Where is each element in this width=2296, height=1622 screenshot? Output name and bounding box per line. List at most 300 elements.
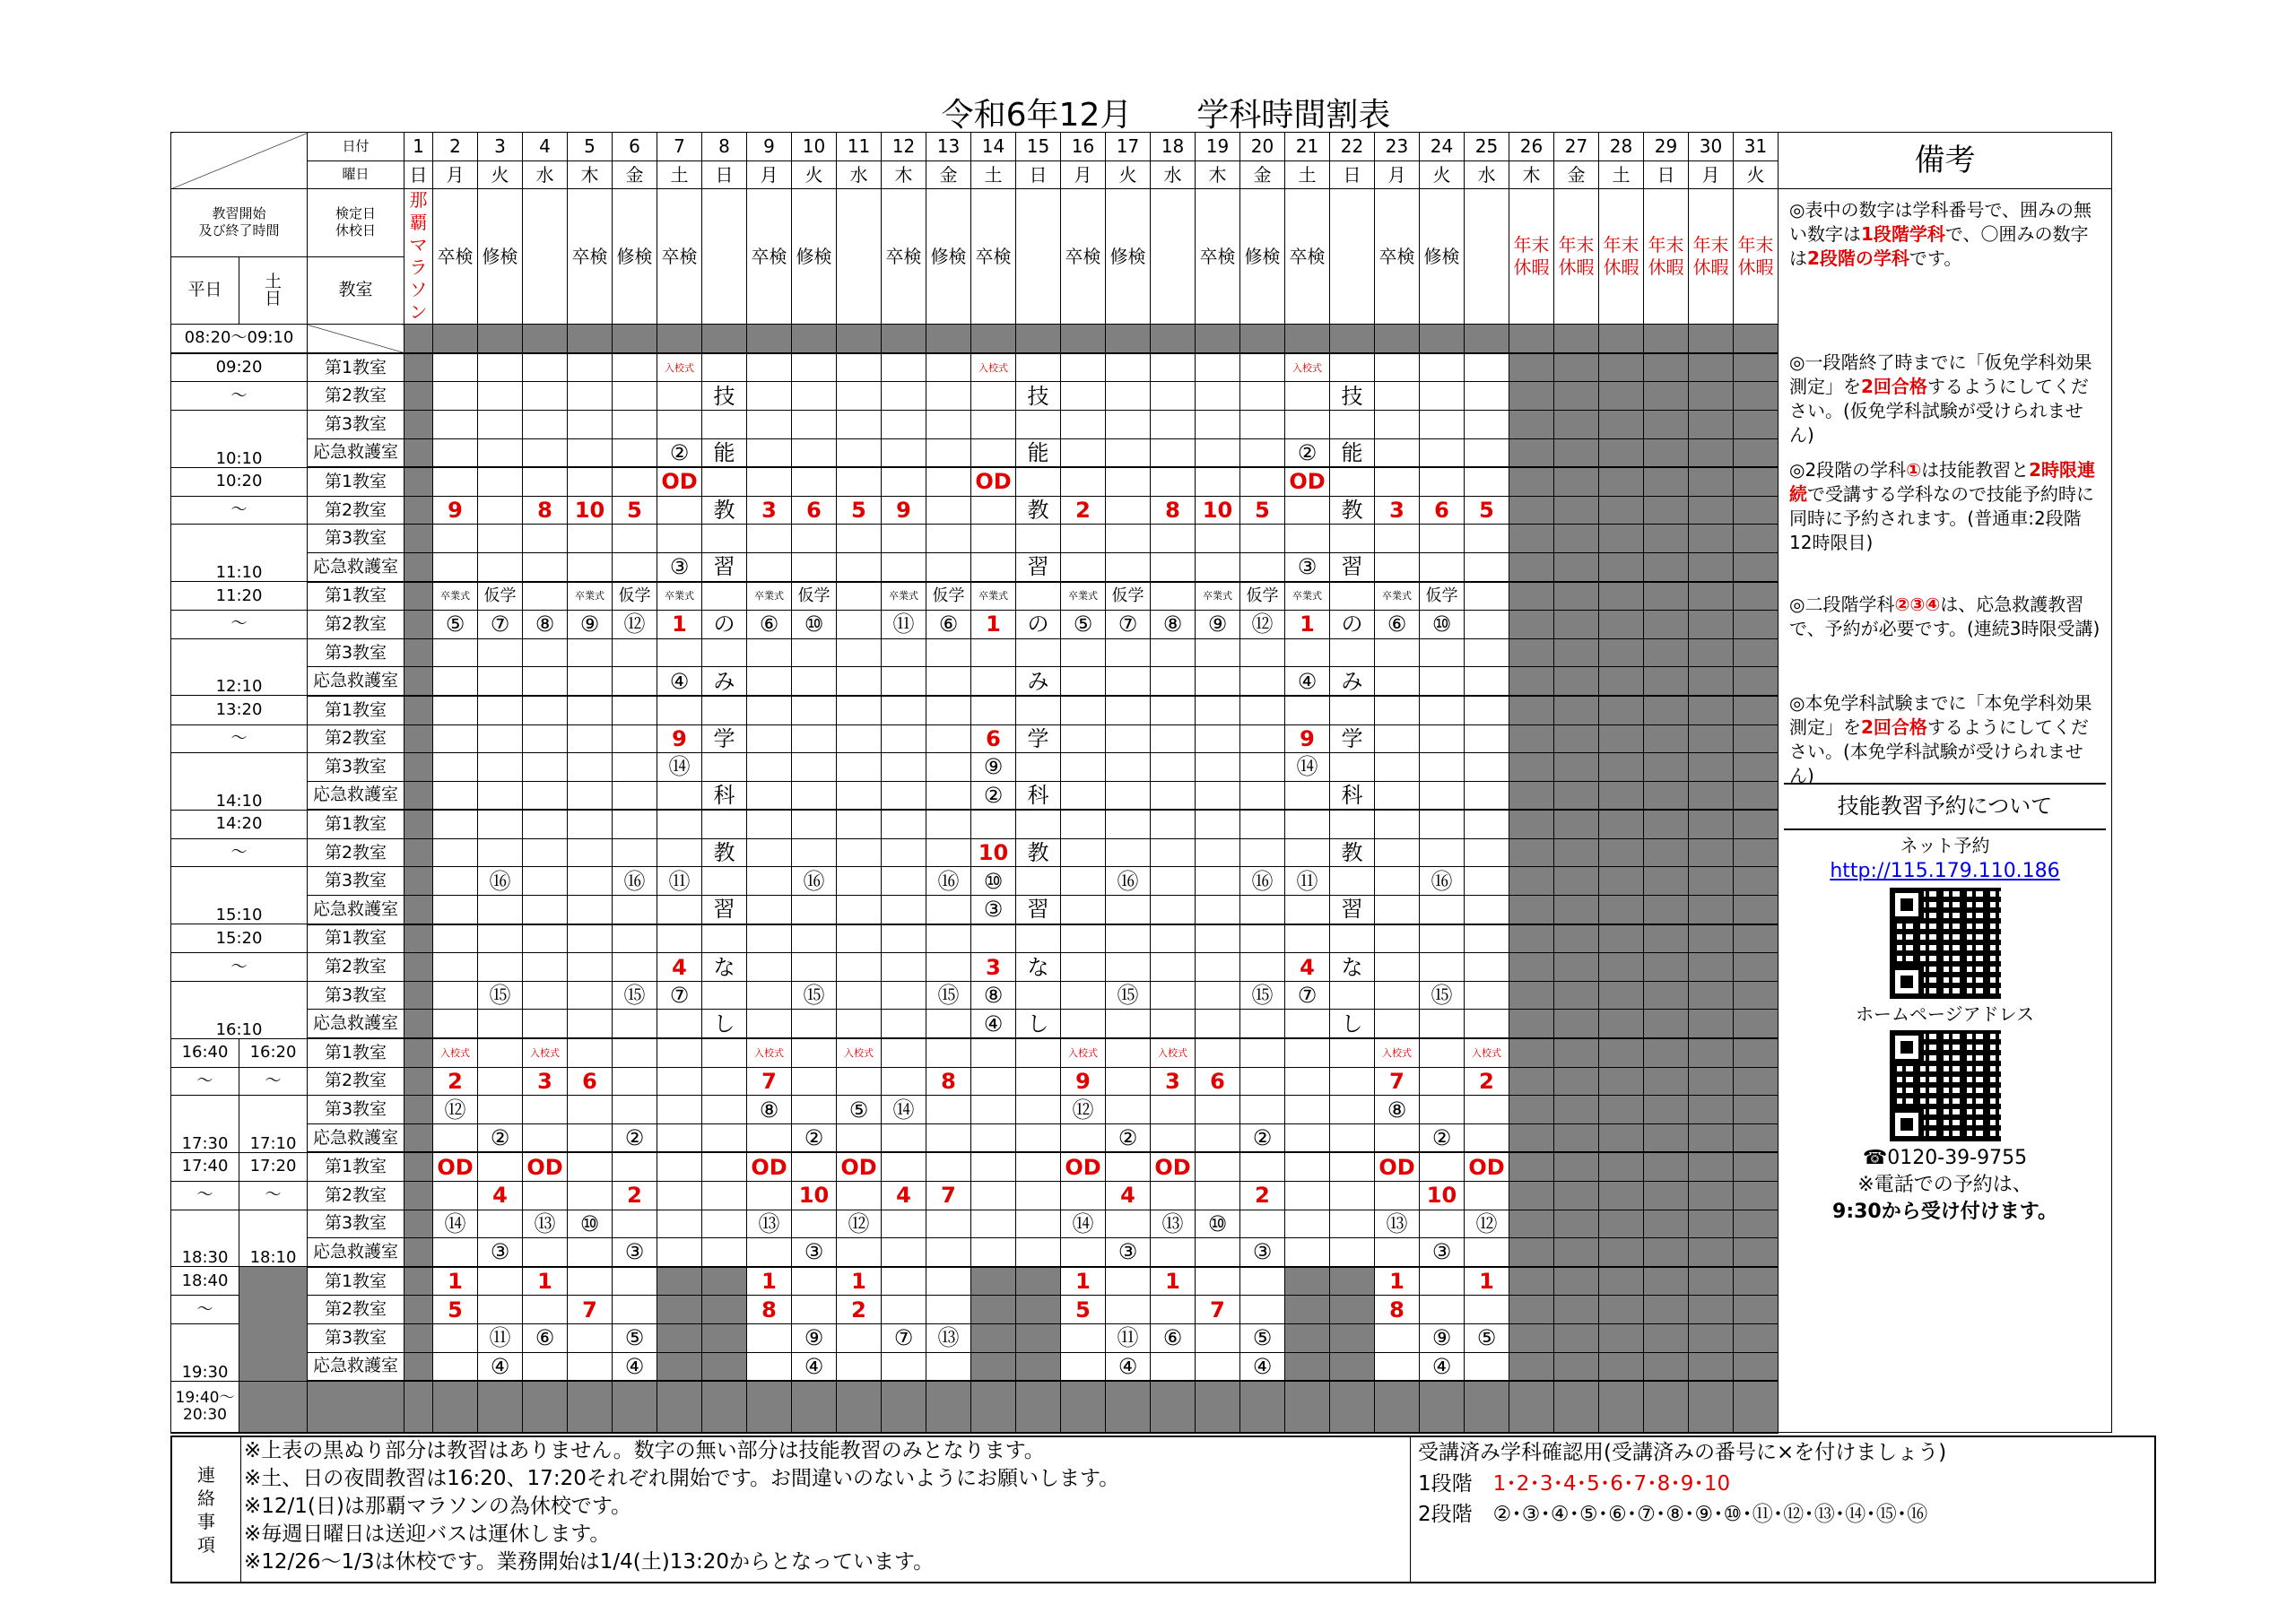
cell-7-4-28 [1599,1123,1644,1152]
room-4-4: 応急救護室 [308,781,404,810]
cell-9-3-13: ⑬ [926,1323,971,1352]
cell-9-4-14 [971,1352,1016,1381]
cell-8-1-23: OD [1375,1152,1420,1181]
cell-2-2-19: 10 [1196,496,1240,525]
cell-7-3-15 [1016,1096,1061,1124]
cell-2-3-25 [1465,525,1509,553]
cell-4-4-10 [792,781,837,810]
room-7-2: 第2教室 [308,1067,404,1096]
cell-3-2-16: ⑤ [1061,611,1106,639]
date-1: 1 [404,133,433,161]
cell-6-2-29 [1644,953,1689,982]
cell-3-1-8 [702,582,747,611]
room-9-3: 第3教室 [308,1323,404,1352]
status-23: 卒検 [1375,189,1420,325]
cell-9-4-25 [1465,1352,1509,1381]
status-24: 修検 [1420,189,1465,325]
cell-1-1-6 [613,353,657,382]
cell-5-4-21 [1285,896,1330,924]
cell-1-4-19 [1196,438,1240,467]
room-5-4: 応急救護室 [308,896,404,924]
status-11 [837,189,882,325]
cell-8-3-16: ⑭ [1061,1210,1106,1238]
cell-4-3-7: ⑭ [657,753,702,782]
cell-4-4-11 [837,781,882,810]
cell-1-2-20 [1240,382,1285,411]
cell-7-1-31 [1734,1038,1779,1067]
cell-1-2-22: 技 [1330,382,1375,411]
cell-9-4-20: ④ [1240,1352,1285,1381]
cell-4-2-13 [926,724,971,753]
cell-4-4-7 [657,781,702,810]
cell-7-4-31 [1734,1123,1779,1152]
cell-5-3-11 [837,867,882,896]
cell-3-2-28 [1599,611,1644,639]
cell-4-3-5 [568,753,613,782]
cell-4-3-11 [837,753,882,782]
cell-8-4-1 [404,1238,433,1267]
cell-4-2-12 [882,724,926,753]
cell-4-1-28 [1599,696,1644,724]
status-22 [1330,189,1375,325]
cell-1-2-18 [1151,382,1196,411]
cell-2-1-1 [404,467,433,496]
cell-4-3-16 [1061,753,1106,782]
cell-7-1-20 [1240,1038,1285,1067]
cell-3-1-21: 卒業式 [1285,582,1330,611]
remark-1-d: 2段階の学科 [1807,247,1909,270]
cell-9-4-13 [926,1352,971,1381]
cell-3-4-28 [1599,667,1644,696]
cell-8-2-18 [1151,1182,1196,1210]
cell-2-3-14 [971,525,1016,553]
cell-4-4-13 [926,781,971,810]
cell-8-4-12 [882,1238,926,1267]
cell-1-2-10 [792,382,837,411]
cell-3-2-15: の [1016,611,1061,639]
cell-2-4-23 [1375,552,1420,581]
cell-1-2-30 [1689,382,1734,411]
cell-5-4-29 [1644,896,1689,924]
cell-9-3-2 [433,1323,478,1352]
cell-5-1-30 [1689,810,1734,838]
cell-7-3-1 [404,1096,433,1124]
cell-5-4-30 [1689,896,1734,924]
cell-9-1-28 [1599,1267,1644,1296]
room-8-2: 第2教室 [308,1182,404,1210]
date-4: 4 [523,133,568,161]
cell-6-3-4 [523,981,568,1010]
cell-5-3-28 [1599,867,1644,896]
cell-8-3-23: ⑬ [1375,1210,1420,1238]
cell-4-1-27 [1554,696,1599,724]
cell-2-2-28 [1599,496,1644,525]
cell-8-1-26 [1509,1152,1554,1181]
cell-3-1-6: 仮学 [613,582,657,611]
date-28: 28 [1599,133,1644,161]
period-6-time-3: 16:10 [171,981,308,1038]
remark-1 [1784,193,2106,345]
cell-last-20 [1240,1381,1285,1433]
cell-5-4-3 [478,896,523,924]
cell-9-3-12: ⑦ [882,1323,926,1352]
room-col-header: 教室 [308,256,404,325]
cell-8-3-6 [613,1210,657,1238]
cell-1-1-10 [792,353,837,382]
cell-6-1-22 [1330,924,1375,953]
cell-8-1-31 [1734,1152,1779,1181]
reserve-url-link[interactable]: http://115.179.110.186 [1830,859,2060,882]
check-title: 受講済み学科確認用(受講済みの番号に×を付けましょう) [1418,1441,1947,1464]
cell-7-2-9: 7 [747,1067,792,1096]
weekday-16: 月 [1061,160,1106,189]
cell-3-3-9 [747,638,792,667]
cell-1-4-15: 能 [1016,438,1061,467]
cell-9-3-19 [1196,1323,1240,1352]
cell-6-2-17 [1106,953,1151,982]
cell-7-1-23: 入校式 [1375,1038,1420,1067]
cell-8-3-17 [1106,1210,1151,1238]
cell-last-30 [1689,1381,1734,1433]
cell-9-3-16 [1061,1323,1106,1352]
stage1-label: 1段階 [1418,1471,1473,1496]
date-31: 31 [1734,133,1779,161]
cell-4-2-30 [1689,724,1734,753]
cell-2-1-2 [433,467,478,496]
weekday-26: 木 [1509,160,1554,189]
cell-3-3-7 [657,638,702,667]
cell-8-1-16: OD [1061,1152,1106,1181]
cell-7-2-3 [478,1067,523,1096]
period-4-time-2: 〜 [171,724,308,753]
cell-5-2-4 [523,838,568,867]
status-5: 卒検 [568,189,613,325]
cell-3-2-9: ⑥ [747,611,792,639]
cell-6-1-21 [1285,924,1330,953]
cell-7-2-27 [1554,1067,1599,1096]
status-9: 卒検 [747,189,792,325]
cell-7-4-5 [568,1123,613,1152]
date-26: 26 [1509,133,1554,161]
cell-8-3-21 [1285,1210,1330,1238]
cell-4-2-14: 6 [971,724,1016,753]
cell-4-2-15: 学 [1016,724,1061,753]
weekday-6: 金 [613,160,657,189]
cell-9-4-6: ④ [613,1352,657,1381]
period-8-weekday-time-3: 18:30 [171,1210,239,1267]
cell-6-2-3 [478,953,523,982]
cell-4-1-20 [1240,696,1285,724]
cell-3-4-12 [882,667,926,696]
period-3-time-2: 〜 [171,611,308,639]
date-3: 3 [478,133,523,161]
cell-first-27 [1554,325,1599,353]
cell-1-3-14 [971,410,1016,438]
cell-1-1-1 [404,353,433,382]
status-18 [1151,189,1196,325]
phone-note-1: ※電話での予約は、 [1857,1173,2032,1196]
cell-5-3-9 [747,867,792,896]
status-28: 年末休暇 [1599,189,1644,325]
cell-6-1-31 [1734,924,1779,953]
cell-8-4-7 [657,1238,702,1267]
cell-3-2-23: ⑥ [1375,611,1420,639]
cell-2-4-8: 習 [702,552,747,581]
cell-7-4-4 [523,1123,568,1152]
cell-4-2-25 [1465,724,1509,753]
cell-4-1-15 [1016,696,1061,724]
cell-1-4-1 [404,438,433,467]
cell-1-3-20 [1240,410,1285,438]
cell-6-1-25 [1465,924,1509,953]
footer [170,1436,2156,1583]
cell-5-3-20: ⑯ [1240,867,1285,896]
date-row-label: 日付 [308,133,404,161]
cell-9-4-16 [1061,1352,1106,1381]
cell-6-2-30 [1689,953,1734,982]
remark-4-c: は、応急救護教習で、予約が必要です。(連続3時限受講) [1789,594,2100,640]
cell-8-3-22 [1330,1210,1375,1238]
remark-3-e: で受講する学科なので技能予約時に同時に予約されます。(普通車:2段階12時限目) [1789,483,2094,554]
period-9-time-3: 19:30 [171,1323,239,1381]
cell-6-4-12 [882,1010,926,1038]
cell-3-1-11 [837,582,882,611]
cell-6-4-20 [1240,1010,1285,1038]
cell-2-2-24: 6 [1420,496,1465,525]
status-7: 卒検 [657,189,702,325]
status-30: 年末休暇 [1689,189,1734,325]
footer-label-text: 連 絡 事 項 [197,1463,215,1556]
period-4-time-1: 13:20 [171,696,308,724]
cell-8-1-2: OD [433,1152,478,1181]
cell-1-4-24 [1420,438,1465,467]
cell-first-25 [1465,325,1509,353]
cell-3-2-5: ⑨ [568,611,613,639]
cell-3-4-11 [837,667,882,696]
reserve-title: 技能教習予約について [1784,785,2106,829]
status-3: 修検 [478,189,523,325]
cell-5-2-7 [657,838,702,867]
cell-3-4-25 [1465,667,1509,696]
room-2-3: 第3教室 [308,525,404,553]
cell-9-1-17 [1106,1267,1151,1296]
cell-7-3-4 [523,1096,568,1124]
weekday-23: 月 [1375,160,1420,189]
cell-8-3-3 [478,1210,523,1238]
cell-6-2-26 [1509,953,1554,982]
cell-8-1-9: OD [747,1152,792,1181]
cell-5-3-27 [1554,867,1599,896]
cell-7-4-27 [1554,1123,1599,1152]
cell-6-1-19 [1196,924,1240,953]
date-15: 15 [1016,133,1061,161]
cell-9-2-27 [1554,1296,1599,1324]
cell-9-2-9: 8 [747,1296,792,1324]
cell-2-3-9 [747,525,792,553]
cell-2-2-11: 5 [837,496,882,525]
cell-4-2-27 [1554,724,1599,753]
cell-8-1-22 [1330,1152,1375,1181]
cell-2-2-14 [971,496,1016,525]
cell-9-3-21 [1285,1323,1330,1352]
footer-note-2: ※土、日の夜間教習は16:20、17:20それぞれ開始です。お間違いのないようにお願いします。 [244,1467,1120,1491]
cell-9-4-28 [1599,1352,1644,1381]
cell-9-1-26 [1509,1267,1554,1296]
cell-1-1-30 [1689,353,1734,382]
cell-4-4-17 [1106,781,1151,810]
cell-5-3-16 [1061,867,1106,896]
cell-6-1-3 [478,924,523,953]
cell-first-6 [613,325,657,353]
cell-2-4-29 [1644,552,1689,581]
cell-6-3-28 [1599,981,1644,1010]
cell-1-1-22 [1330,353,1375,382]
cell-5-3-13: ⑯ [926,867,971,896]
cell-8-3-14 [971,1210,1016,1238]
cell-8-2-29 [1644,1182,1689,1210]
cell-6-1-2 [433,924,478,953]
cell-2-4-16 [1061,552,1106,581]
cell-7-3-26 [1509,1096,1554,1124]
cell-1-4-26 [1509,438,1554,467]
cell-9-3-7 [657,1323,702,1352]
cell-3-1-27 [1554,582,1599,611]
cell-8-3-26 [1509,1210,1554,1238]
cell-8-3-12 [882,1210,926,1238]
cell-4-1-9 [747,696,792,724]
room-2-4: 応急救護室 [308,552,404,581]
cell-first-3 [478,325,523,353]
cell-4-4-5 [568,781,613,810]
cell-3-3-1 [404,638,433,667]
cell-2-3-26 [1509,525,1554,553]
weekday-3: 火 [478,160,523,189]
cell-4-1-23 [1375,696,1420,724]
cell-5-1-19 [1196,810,1240,838]
cell-9-2-19: 7 [1196,1296,1240,1324]
cell-4-1-18 [1151,696,1196,724]
date-23: 23 [1375,133,1420,161]
cell-8-2-24: 10 [1420,1182,1465,1210]
weekday-29: 日 [1644,160,1689,189]
cell-4-4-30 [1689,781,1734,810]
cell-8-2-17: 4 [1106,1182,1151,1210]
cell-3-4-5 [568,667,613,696]
room-5-3: 第3教室 [308,867,404,896]
cell-5-2-15: 教 [1016,838,1061,867]
cell-4-3-8 [702,753,747,782]
cell-1-4-2 [433,438,478,467]
room-4-3: 第3教室 [308,753,404,782]
cell-5-3-15 [1016,867,1061,896]
cell-2-4-10 [792,552,837,581]
period-7-weekend-time-1: 16:20 [239,1038,308,1067]
cell-6-4-15: し [1016,1010,1061,1038]
cell-5-1-9 [747,810,792,838]
cell-2-1-22 [1330,467,1375,496]
cell-9-2-20 [1240,1296,1285,1324]
cell-4-2-4 [523,724,568,753]
cell-8-4-30 [1689,1238,1734,1267]
cell-5-3-4 [523,867,568,896]
cell-9-3-25: ⑤ [1465,1323,1509,1352]
cell-7-4-20: ② [1240,1123,1285,1152]
cell-1-3-25 [1465,410,1509,438]
cell-6-4-24 [1420,1010,1465,1038]
cell-2-3-2 [433,525,478,553]
cell-6-3-20: ⑮ [1240,981,1285,1010]
cell-8-2-15 [1016,1182,1061,1210]
cell-5-2-23 [1375,838,1420,867]
date-30: 30 [1689,133,1734,161]
cell-3-2-14: 1 [971,611,1016,639]
cell-1-4-22: 能 [1330,438,1375,467]
cell-9-1-7 [657,1267,702,1296]
cell-5-4-19 [1196,896,1240,924]
cell-4-2-7: 9 [657,724,702,753]
cell-4-4-22: 科 [1330,781,1375,810]
cell-6-2-4 [523,953,568,982]
cell-8-1-15 [1016,1152,1061,1181]
cell-7-2-4: 3 [523,1067,568,1096]
cell-last-24 [1420,1381,1465,1433]
cell-3-2-7: 1 [657,611,702,639]
cell-3-2-2: ⑤ [433,611,478,639]
cell-3-3-2 [433,638,478,667]
cell-8-2-2 [433,1182,478,1210]
stage2-numbers: ②･③･④･⑤･⑥･⑦･⑧･⑨･⑩･⑪･⑫･⑬･⑭･⑮･⑯ [1492,1503,1928,1526]
cell-7-4-13 [926,1123,971,1152]
cell-last-room [308,1381,404,1433]
cell-6-2-16 [1061,953,1106,982]
cell-8-3-31 [1734,1210,1779,1238]
cell-3-1-18 [1151,582,1196,611]
cell-6-2-5 [568,953,613,982]
cell-9-1-3 [478,1267,523,1296]
cell-9-2-3 [478,1296,523,1324]
cell-7-4-12 [882,1123,926,1152]
date-29: 29 [1644,133,1689,161]
cell-2-4-4 [523,552,568,581]
cell-2-4-30 [1689,552,1734,581]
cell-7-4-2 [433,1123,478,1152]
cell-3-2-25 [1465,611,1509,639]
cell-9-3-14 [971,1323,1016,1352]
cell-9-2-13 [926,1296,971,1324]
cell-4-1-19 [1196,696,1240,724]
cell-8-4-4 [523,1238,568,1267]
cell-6-2-15: な [1016,953,1061,982]
cell-6-4-2 [433,1010,478,1038]
cell-8-4-22 [1330,1238,1375,1267]
cell-9-2-21 [1285,1296,1330,1324]
cell-2-3-28 [1599,525,1644,553]
cell-9-4-7 [657,1352,702,1381]
cell-9-3-23 [1375,1323,1420,1352]
cell-4-4-23 [1375,781,1420,810]
cell-2-4-17 [1106,552,1151,581]
cell-6-2-1 [404,953,433,982]
cell-1-1-19 [1196,353,1240,382]
cell-6-4-23 [1375,1010,1420,1038]
cell-1-2-7 [657,382,702,411]
cell-5-4-15: 習 [1016,896,1061,924]
cell-7-2-12 [882,1067,926,1096]
date-11: 11 [837,133,882,161]
cell-6-3-18 [1151,981,1196,1010]
cell-2-3-10 [792,525,837,553]
cell-7-4-10: ② [792,1123,837,1152]
